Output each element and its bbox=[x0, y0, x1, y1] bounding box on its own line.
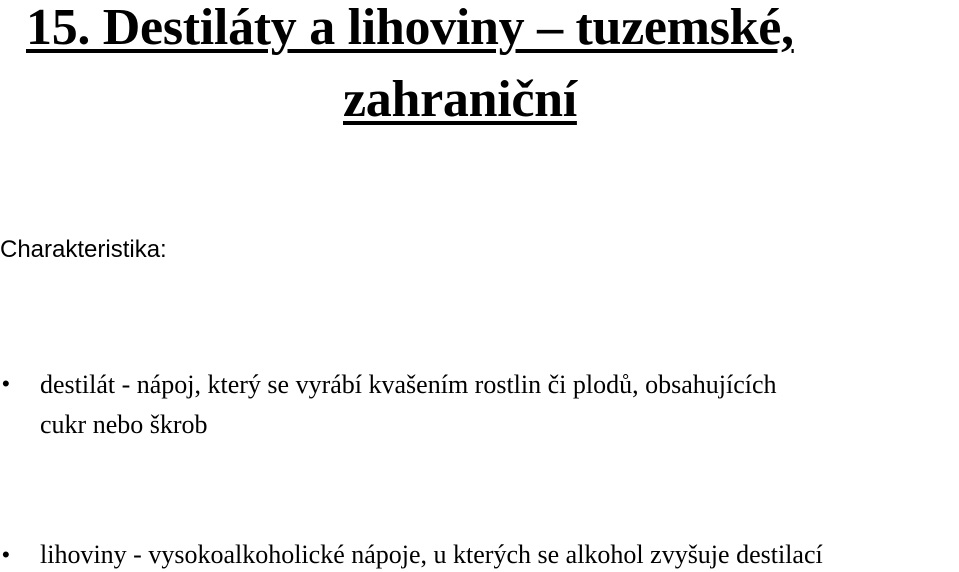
bullet-item-line: destilát - nápoj, který se vyrábí kvašením rostlin či plodů, obsahujících bbox=[40, 370, 777, 399]
bullet-marker: • bbox=[2, 542, 10, 567]
section-heading: Charakteristika: bbox=[0, 236, 167, 263]
bullet-item-line: lihoviny - vysokoalkoholické nápoje, u kterých se alkohol zvyšuje destilací bbox=[40, 540, 823, 569]
bullet-item-lihoviny bbox=[40, 535, 823, 572]
bullet-item-destilat bbox=[40, 365, 777, 445]
page-title-line-1: 15. Destiláty a lihoviny – tuzemské, bbox=[26, 0, 794, 56]
bullet-item-line: cukr nebo škrob bbox=[40, 410, 208, 439]
page-title-line-2: zahraniční bbox=[343, 71, 577, 128]
bullet-marker: • bbox=[2, 371, 10, 396]
